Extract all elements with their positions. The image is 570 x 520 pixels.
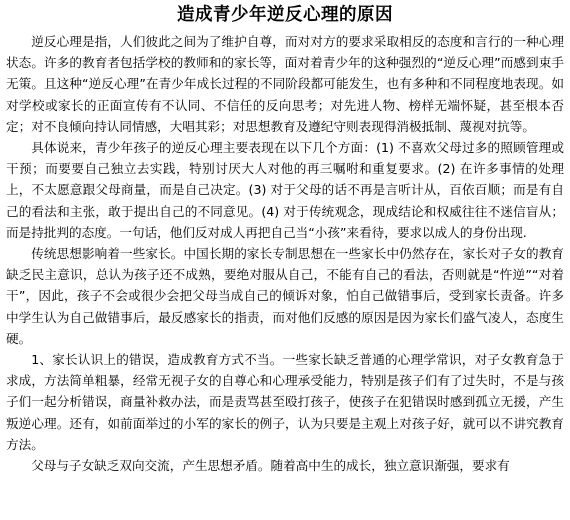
paragraph-definition: 逆反心理是指，人们彼此之间为了维护自尊，而对对方的要求采取相反的态度和言行的一种心理状态。许多的教育者包括学校的教师和的家长等，面对着青少年的这种强烈的“逆反心理”而感到束手无策。且这种“逆反心理”在青少年成长过程的不同阶段都可能发生，也有多种和不同程度地表现。如对学校或家长的正面宣传有不认同、不信任的反向思考；对先进人物、榜样无端怀疑，甚至根本否定；对不良倾向持认同情感，大唱其彩；对思想教育及遵纪守则表现得消极抵制、蔑视对抗等。	[6, 34, 564, 134]
paragraph-manifestations: 具体说来，青少年孩子的逆反心理主要表现在以下几个方面：(1) 不喜欢父母过多的照顾管理或干预；而要要自己独立去实践，特别讨厌大人对他的再三嘱咐和重复要求。(2) 在许多事情的处理上，不太愿意跟父母商量，而是自己决定。(3) 对于父母的话不再是言听计从，百依百顺；而是有自己的看法和主张，敢于提出自己的不同意见。(4) 对于传统观念，现成结论和权威往往不迷信盲从；而是持批判的态度。一句话，他们反对成人再把自己当“小孩”来看待，要求以成人的身份出现.	[6, 140, 564, 240]
paragraph-traditional-thinking: 传统思想影响着一些家长。中国长期的家长专制思想在一些家长中仍然存在，家长对子女的教育缺乏民主意识，总认为孩子还不成熟，要绝对服从自己，不能有自己的看法，否则就是“忤逆”“对着干”，因此，孩子不会或很少会把父母当成自己的倾诉对象，怕自己做错事后，受到家长责备。许多中学生认为自己做错事后，最反感家长的指责，而对他们反感的原因是因为家长们盛气凌人，态度生硬。	[6, 246, 564, 346]
document-title: 造成青少年逆反心理的原因	[177, 5, 393, 25]
paragraph-parent-misconception: 1、家长认识上的错误，造成教育方式不当。一些家长缺乏普通的心理学常识，对子女教育急于求成，方法简单粗暴，经常无视子女的自尊心和心理承受能力，特别是孩子们有了过失时，不是与孩子们一起分析错误，商量补救办法，而是责骂甚至殴打孩子，使孩子在犯错误时感到孤立无援，产生叛逆心理。还有，如前面举过的小军的家长的例子，认为只要是主观上对孩子好，就可以不讲究教育方法。	[6, 352, 564, 452]
paragraph-lack-of-communication: 父母与子女缺乏双向交流，产生思想矛盾。随着高中生的成长，独立意识渐强，要求有	[31, 458, 510, 474]
